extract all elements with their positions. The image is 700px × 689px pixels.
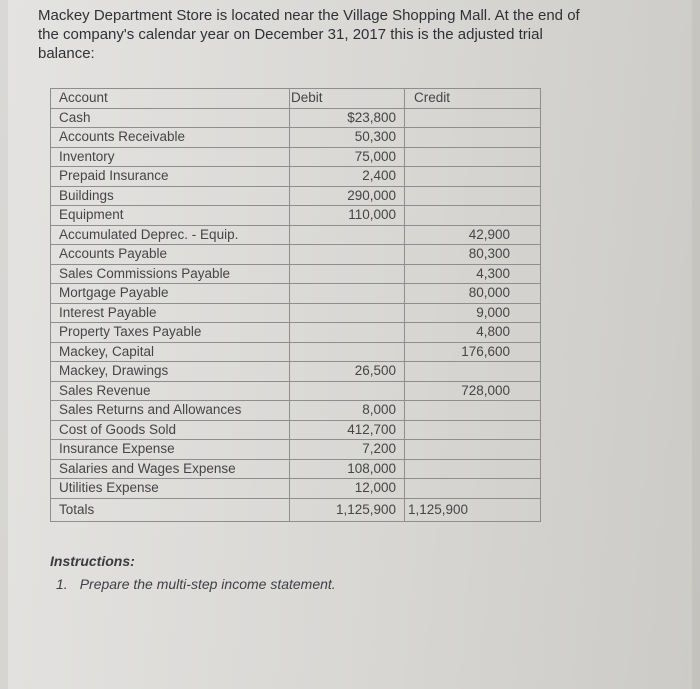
table-row <box>51 147 541 167</box>
debit-cell: 108,000 <box>290 459 405 479</box>
intro-paragraph: Mackey Department Store is located near the Village Shopping Mall. At the end of the company's calendar year on December 31, 2017 this is the adjusted trial balance: <box>38 7 580 62</box>
debit-cell: 290,000 <box>290 186 405 206</box>
account-cell: Mortgage Payable <box>51 284 290 304</box>
account-cell: Buildings <box>51 186 290 206</box>
table-row <box>51 362 541 382</box>
table-row <box>51 303 541 323</box>
debit-cell: 75,000 <box>290 147 405 167</box>
credit-cell <box>405 420 541 440</box>
credit-cell <box>405 459 541 479</box>
debit-cell: 1,125,900 <box>290 498 405 521</box>
credit-cell <box>405 440 541 460</box>
table-row <box>51 459 541 479</box>
credit-cell: 80,000 <box>405 284 541 304</box>
account-cell: Accumulated Deprec. - Equip. <box>51 225 290 245</box>
account-cell: Sales Commissions Payable <box>51 264 290 284</box>
table-row <box>51 186 541 206</box>
table-row <box>51 479 541 499</box>
account-cell: Accounts Receivable <box>51 128 290 148</box>
table-row <box>51 420 541 440</box>
credit-cell <box>405 206 541 226</box>
debit-cell <box>290 381 405 401</box>
table-row <box>51 381 541 401</box>
debit-cell <box>290 225 405 245</box>
credit-cell <box>405 108 541 128</box>
account-cell: Sales Returns and Allowances <box>51 401 290 421</box>
table-row <box>51 284 541 304</box>
credit-cell <box>405 167 541 187</box>
debit-cell: 2,400 <box>290 167 405 187</box>
credit-cell: 4,300 <box>405 264 541 284</box>
account-cell: Sales Revenue <box>51 381 290 401</box>
table-row <box>51 323 541 343</box>
credit-cell: 4,800 <box>405 323 541 343</box>
table-row <box>51 225 541 245</box>
debit-cell: 412,700 <box>290 420 405 440</box>
table-row <box>51 342 541 362</box>
debit-cell <box>290 284 405 304</box>
instruction-text: Prepare the multi-step income statement. <box>79 576 336 592</box>
totals-row <box>51 498 541 521</box>
table-header-row <box>51 89 541 109</box>
credit-cell <box>405 362 541 382</box>
table-row <box>51 401 541 421</box>
account-cell: Salaries and Wages Expense <box>51 459 290 479</box>
header-debit <box>290 89 405 109</box>
account-cell: Inventory <box>51 147 290 167</box>
table-row <box>51 167 541 187</box>
credit-cell: 728,000 <box>405 381 541 401</box>
header-debit-label: Debit <box>291 90 323 106</box>
account-cell: Utilities Expense <box>51 479 290 499</box>
debit-cell <box>290 342 405 362</box>
debit-cell <box>290 245 405 265</box>
credit-cell: 9,000 <box>405 303 541 323</box>
account-cell: Insurance Expense <box>51 440 290 460</box>
table-row <box>51 206 541 226</box>
debit-cell: 12,000 <box>290 479 405 499</box>
debit-cell <box>290 323 405 343</box>
header-credit: Credit <box>405 89 541 109</box>
account-cell: Mackey, Capital <box>51 342 290 362</box>
table-row <box>51 108 541 128</box>
credit-cell: 80,300 <box>405 245 541 265</box>
debit-cell: 110,000 <box>290 206 405 226</box>
credit-cell <box>405 147 541 167</box>
credit-cell: 42,900 <box>405 225 541 245</box>
credit-cell <box>405 401 541 421</box>
account-cell: Cash <box>51 108 290 128</box>
credit-cell <box>405 479 541 499</box>
debit-cell <box>290 303 405 323</box>
instructions-title: Instructions: <box>50 553 135 569</box>
credit-cell <box>405 128 541 148</box>
account-cell: Totals <box>51 498 290 521</box>
debit-cell: 7,200 <box>290 440 405 460</box>
debit-cell: 26,500 <box>290 362 405 382</box>
table-row <box>51 245 541 265</box>
account-cell: Prepaid Insurance <box>51 167 290 187</box>
table-row <box>51 128 541 148</box>
credit-cell: 176,600 <box>405 342 541 362</box>
trial-balance-table <box>50 88 541 522</box>
debit-cell: 50,300 <box>290 128 405 148</box>
table-row <box>51 264 541 284</box>
debit-cell: $23,800 <box>290 108 405 128</box>
credit-cell: 1,125,900 <box>405 498 541 521</box>
credit-cell <box>405 186 541 206</box>
account-cell: Mackey, Drawings <box>51 362 290 382</box>
account-cell: Property Taxes Payable <box>51 323 290 343</box>
account-cell: Accounts Payable <box>51 245 290 265</box>
header-account: Account <box>51 89 290 109</box>
debit-cell: 8,000 <box>290 401 405 421</box>
account-cell: Interest Payable <box>51 303 290 323</box>
account-cell: Cost of Goods Sold <box>51 420 290 440</box>
table-row <box>51 440 541 460</box>
account-cell: Equipment <box>51 206 290 226</box>
instruction-item <box>56 576 336 592</box>
debit-cell <box>290 264 405 284</box>
instruction-number: 1. <box>56 576 68 592</box>
